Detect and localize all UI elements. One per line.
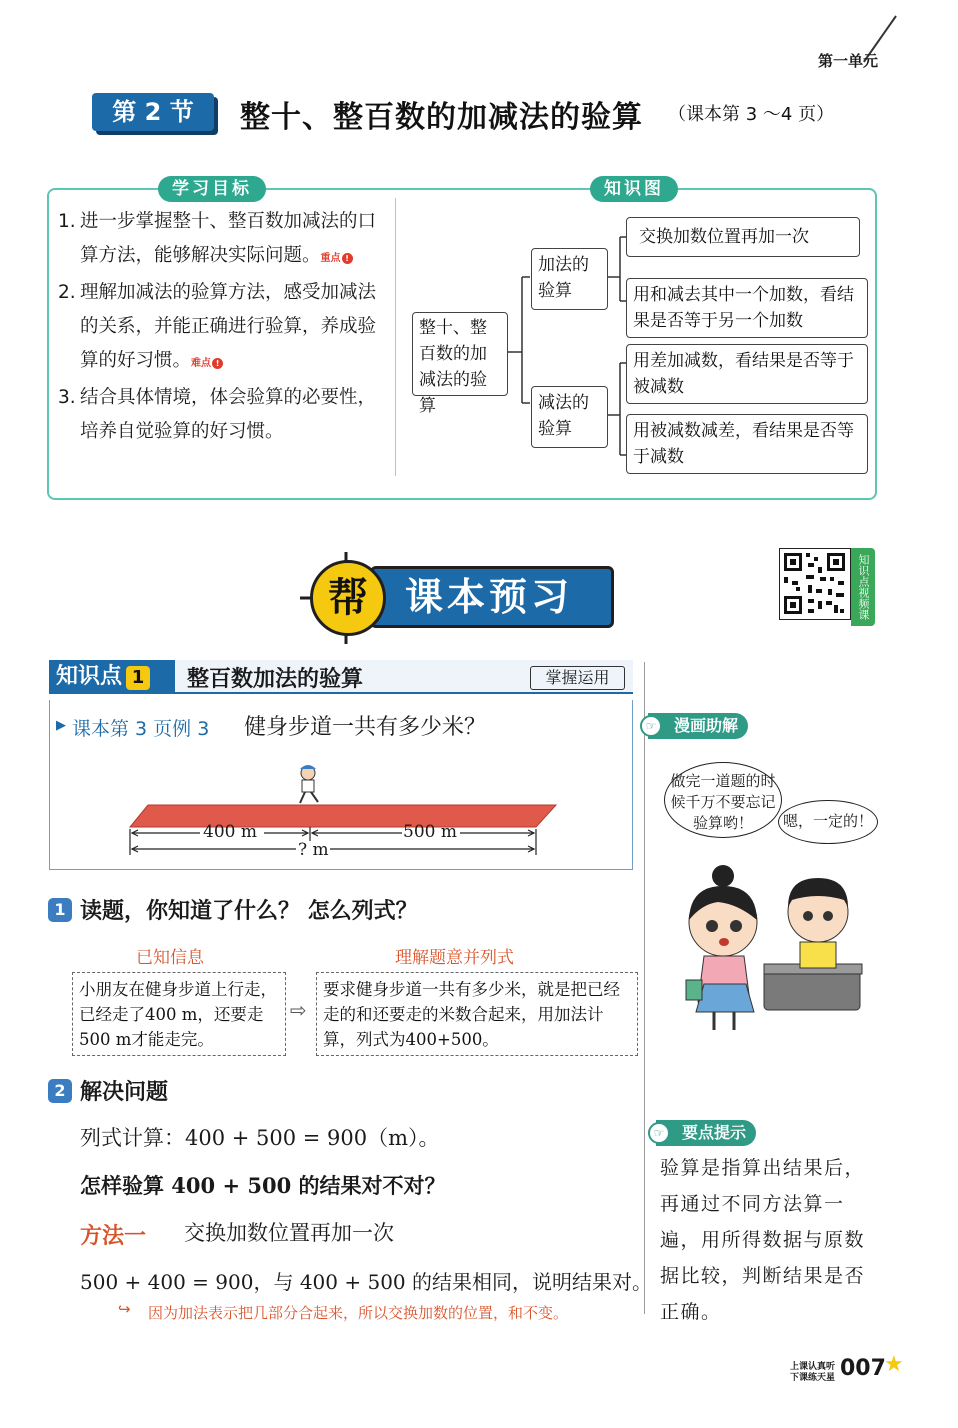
known-info-box: 小朋友在健身步道上行走，已经走了400 m，还要走500 m才能走完。 [72, 972, 286, 1056]
knowledge-point-title: 整百数加法的验算 [187, 667, 364, 692]
section-badge: 第 2 节 [92, 93, 214, 131]
understand-box: 要求健身步道一共有多少米，就是把已经走的和还要走的米数合起来，用加法计算，列式为400+500。 [316, 972, 638, 1056]
star-icon: ★ [884, 1352, 904, 1377]
walking-child-icon [300, 765, 318, 803]
step-number: 1 [48, 898, 72, 922]
knowledge-map-leaf: 用差加减数，看结果是否等于被减数 [626, 344, 868, 404]
objective-text: 结合具体情境，体会验算的必要性，培养自觉验算的好习惯。 [80, 387, 377, 442]
comic-tag: 漫画助解 [648, 713, 748, 739]
objective-number: 2. [58, 282, 76, 303]
knowledge-map-branch-addition: 加法的验算 [531, 248, 608, 310]
preview-banner-title: 课本预习 [370, 566, 614, 628]
footer-slogan-line: 上课认真听 [790, 1362, 836, 1372]
knowledge-map-leaf: 交换加数位置再加一次 [626, 217, 860, 257]
segment-label-400: 400 m [203, 822, 257, 842]
verify-question: 怎样验算 400 + 500 的结果对不对？ [80, 1173, 446, 1198]
knowledge-map-branch-subtraction: 减法的验算 [531, 386, 608, 448]
knowledge-point-label-text: 知识点 [56, 664, 123, 689]
objective-item [58, 381, 388, 449]
mastery-badge: 掌握运用 [530, 666, 625, 690]
objective-number: 1. [58, 211, 76, 232]
tip-tag: 要点提示 [656, 1120, 756, 1146]
difficult-point-mark [191, 347, 223, 381]
objectives-list [58, 205, 388, 449]
knowledge-point-label [49, 660, 175, 694]
cartoon-children-illustration [668, 852, 868, 1034]
example-reference: 课本第 3 页例 3 [72, 718, 210, 740]
section-title: 整十、整百数的加减法的验算 [240, 100, 643, 135]
pointing-hand-icon: ☞ [640, 715, 662, 737]
exclamation-icon: ! [212, 358, 223, 369]
speech-bubble-girl: 做完一道题的时候千万不要忘记验算哟！ [664, 762, 782, 838]
arrow-right-icon: ⇨ [290, 998, 307, 1022]
pointing-hand-icon: ☞ [648, 1122, 670, 1144]
knowledge-map-tag: 知识图 [590, 176, 678, 202]
step-title: 解决问题 [80, 1080, 169, 1105]
section-reference: （课本第 3 ～4 页） [668, 104, 835, 125]
method-text: 交换加数位置再加一次 [184, 1221, 394, 1245]
calculation-line: 列式计算：400 + 500 = 900（m）。 [80, 1126, 440, 1150]
step-title: 读题，你知道了什么？ 怎么列式？ [80, 899, 418, 924]
qr-label: 知识点视频课 [851, 548, 875, 626]
track-illustration [120, 755, 565, 865]
qr-code-icon[interactable] [779, 548, 851, 620]
qr-code-pattern [780, 549, 849, 618]
knowledge-point-number: 1 [126, 666, 150, 690]
knowledge-map-root: 整十、整百数的加减法的验算 [412, 312, 508, 396]
known-info-label: 已知信息 [136, 948, 204, 968]
method-label: 方法一 [80, 1224, 147, 1249]
method-result: 500 + 400 = 900，与 400 + 500 的结果相同，说明结果对。 [80, 1270, 653, 1294]
understand-label: 理解题意并列式 [395, 948, 514, 968]
key-point-mark [321, 242, 353, 276]
total-length-label: ? m [298, 840, 329, 860]
page-number: 007 [840, 1356, 886, 1381]
mark-label: 重点 [320, 253, 341, 264]
segment-label-500: 500 m [403, 822, 457, 842]
column-divider [644, 662, 645, 1314]
help-badge: 帮 [310, 560, 386, 636]
step-number: 2 [48, 1079, 72, 1103]
footer-slogan-line: 下课练天星 [790, 1373, 836, 1383]
example-question: 健身步道一共有多少米？ [244, 715, 487, 740]
objectives-tag: 学习目标 [158, 176, 266, 202]
objective-item [58, 205, 388, 276]
footer-slogan [790, 1362, 835, 1384]
tip-text: 验算是指算出结果后，再通过不同方法算一遍，用所得数据与原数据比较，判断结果是否正确。 [660, 1157, 866, 1323]
objective-item [58, 276, 388, 381]
objective-number: 3. [58, 387, 76, 408]
objective-text: 进一步掌握整十、整百数加减法的口算方法，能够解决实际问题。 [80, 211, 377, 266]
knowledge-map-leaf: 用和减去其中一个加数，看结果是否等于另一个加数 [626, 278, 868, 338]
mark-label: 难点 [191, 358, 212, 369]
triangle-right-icon: ▶ [56, 718, 66, 733]
exclamation-icon: ! [342, 253, 353, 264]
panel-divider [395, 198, 396, 476]
unit-label: 第一单元 [817, 52, 878, 70]
explanation-note: 因为加法表示把几部分合起来，所以交换加数的位置，和不变。 [148, 1304, 569, 1322]
knowledge-map-leaf: 用被减数减差，看结果是否等于减数 [626, 414, 868, 474]
objective-text: 理解加减法的验算方法，感受加减法的关系，并能正确进行验算，养成验算的好习惯。 [80, 282, 377, 371]
curve-arrow-icon: ↪ [118, 1300, 131, 1318]
speech-bubble-boy: 嗯，一定的！ [778, 800, 878, 844]
